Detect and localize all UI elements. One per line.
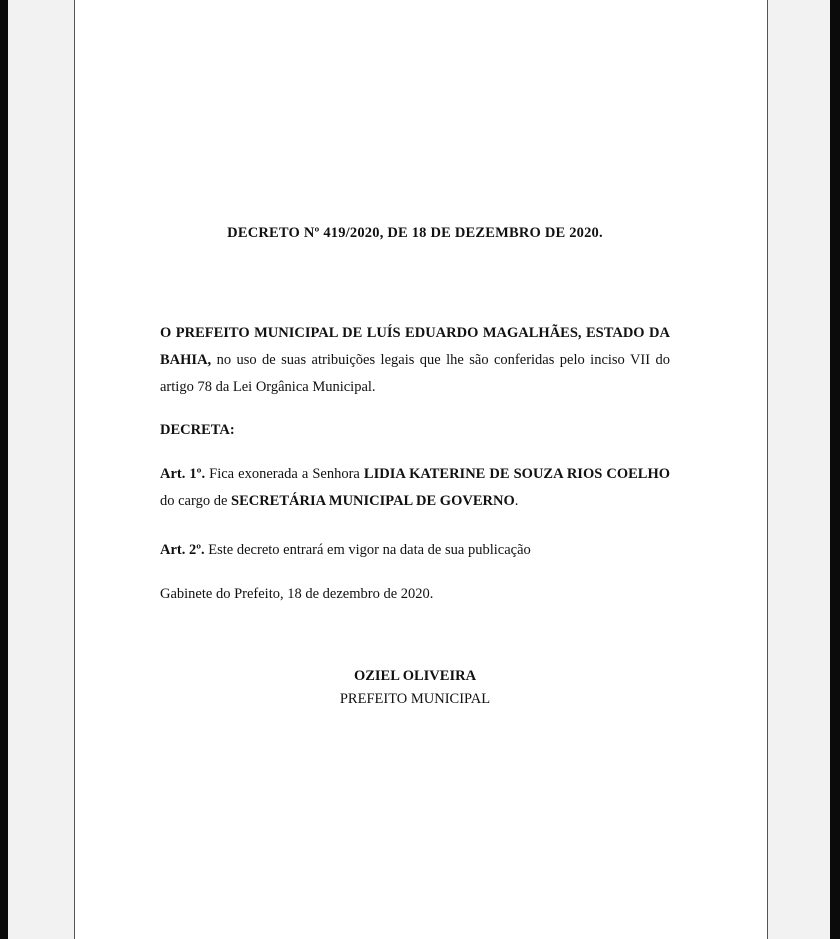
- article-1-person: LIDIA KATERINE DE SOUZA RIOS COELHO: [363, 466, 670, 483]
- scan-edge-band-right: [830, 0, 840, 939]
- signatory-role: PREFEITO MUNICIPAL: [339, 691, 491, 708]
- article-2-number: Art. 2º.: [160, 542, 205, 559]
- place-and-date: Gabinete do Prefeito, 18 de dezembro de 2020.: [160, 585, 434, 602]
- document-content: [160, 225, 670, 711]
- page-rule-right: [767, 0, 768, 939]
- article-1-text-before: Fica exonerada a Senhora: [205, 466, 364, 483]
- scan-edge-band-left: [0, 0, 8, 939]
- signature-block: [160, 665, 670, 711]
- preamble-authority: O PREFEITO MUNICIPAL DE LUÍS EDUARDO MAGALHÃES, ESTADO DA BAHIA,: [160, 325, 670, 368]
- document-sheet: [75, 0, 767, 939]
- article-1-number: Art. 1º.: [160, 466, 206, 483]
- page-gutter-left: [8, 0, 74, 939]
- article-1-position: SECRETÁRIA MUNICIPAL DE GOVERNO: [231, 493, 515, 510]
- article-2: [160, 537, 670, 564]
- article-1: [160, 461, 670, 515]
- page-gutter-right: [768, 0, 830, 939]
- article-1-text-middle: do cargo de: [160, 493, 231, 510]
- preamble-paragraph: [160, 320, 670, 400]
- article-1-text-after: .: [514, 493, 519, 510]
- preamble-text: no uso de suas atribuições legais que lhe são conferidas pelo inciso VII do artigo 78 da Lei Orgânica Municipal.: [160, 351, 670, 395]
- article-2-text: Este decreto entrará em vigor na data de sua publicação: [204, 542, 531, 559]
- decreta-label: DECRETA:: [160, 422, 235, 439]
- signatory-name: OZIEL OLIVEIRA: [353, 667, 477, 684]
- decree-title: DECRETO Nº 419/2020, DE 18 DE DEZEMBRO DE 2020.: [227, 225, 603, 241]
